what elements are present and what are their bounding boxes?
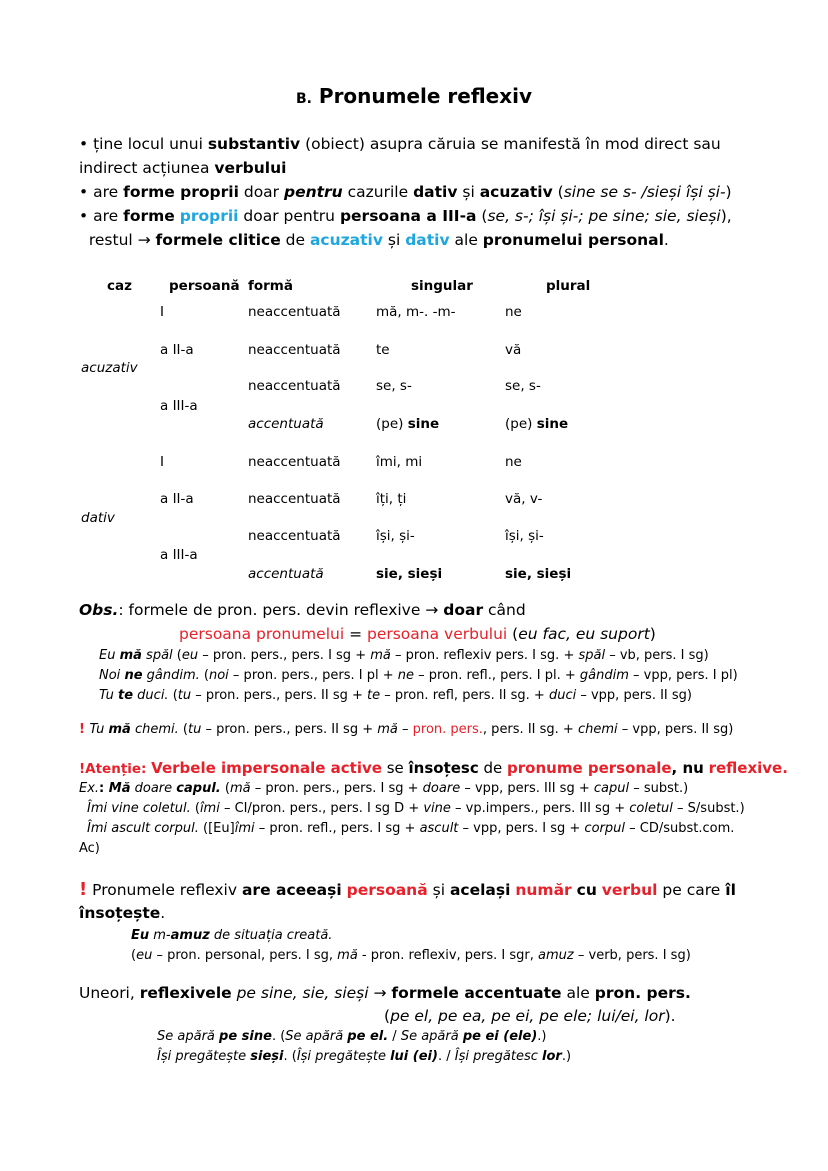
rule-line-2: însoțește. xyxy=(79,904,166,922)
person-cell: I xyxy=(160,304,164,320)
form-cell: neaccentuată xyxy=(248,304,341,320)
final-line-2: (pe el, pe ea, pe ei, pe ele; lui/ei, lor). xyxy=(384,1007,676,1025)
title-text: Pronumele reflexiv xyxy=(318,84,533,108)
intro-line-2: indirect acțiunea verbului xyxy=(79,159,287,177)
plural-cell: ne xyxy=(505,304,522,320)
plural-cell: vă xyxy=(505,342,522,358)
rule-example: Eu m-amuz de situația creată. xyxy=(131,928,333,943)
obs-example: Tu te duci. (tu – pron. pers., pers. II sg + te – pron. refl, pers. II sg. + duci – vpp, pers. II sg) xyxy=(99,688,692,703)
attention-example: Ex.: Mă doare capul. (mă – pron. pers., pers. I sg + doare – vpp, pers. III sg + capul – subst.) xyxy=(79,781,689,796)
header-singular: singular xyxy=(411,278,473,294)
header-persoana: persoană xyxy=(169,278,240,294)
singular-cell: își, și- xyxy=(376,528,415,544)
obs-example: Eu mă spăl (eu – pron. pers., pers. I sg + mă – pron. reflexiv pers. I sg. + spăl – vb, pers. I sg) xyxy=(99,648,709,663)
rule-example: (eu – pron. personal, pers. I sg, mă - pron. reflexiv, pers. I sgr, amuz – verb, pers. I sg) xyxy=(131,948,691,963)
plural-cell: ne xyxy=(505,454,522,470)
intro-line-5: restul → formele clitice de acuzativ și dativ ale pronumelui personal. xyxy=(79,231,669,249)
person-cell: a II-a xyxy=(160,491,194,507)
singular-cell: te xyxy=(376,342,390,358)
form-cell: neaccentuată xyxy=(248,491,341,507)
warning-example: ! Tu mă chemi. (tu – pron. pers., pers. II sg + mă – pron. pers., pers. II sg. + chemi – vpp, pers. II sg) xyxy=(79,722,734,737)
singular-cell: îți, ți xyxy=(376,491,407,507)
intro-line-4: • are forme proprii doar pentru persoana a III-a (se, s-; își și-; pe sine; sie, sieși), xyxy=(79,207,732,225)
obs-line-2: persoana pronumelui = persoana verbului (eu fac, eu suport) xyxy=(179,625,656,643)
person-cell: a II-a xyxy=(160,342,194,358)
singular-cell: (pe) sine xyxy=(376,416,440,432)
attention-example: Îmi ascult corpul. ([Eu]îmi – pron. refl., pers. I sg + ascult – vpp, pers. I sg + corpul – CD/subst.com. xyxy=(87,821,735,836)
obs-line-1: Obs.: formele de pron. pers. devin reflexive → doar când xyxy=(79,601,526,619)
attention-example: Ac) xyxy=(79,841,100,856)
singular-cell: îmi, mi xyxy=(376,454,423,470)
final-example: Își pregătește sieși. (Își pregătește lui (ei). / Își pregătesc lor.) xyxy=(157,1049,572,1064)
plural-cell: (pe) sine xyxy=(505,416,569,432)
form-cell: neaccentuată xyxy=(248,378,341,394)
attention-line: !Atenție: Verbele impersonale active se însoțesc de pronume personale, nu reflexive. xyxy=(79,759,788,777)
plural-cell: își, și- xyxy=(505,528,544,544)
header-forma: formă xyxy=(248,278,293,294)
header-caz: caz xyxy=(107,278,132,294)
obs-example: Noi ne gândim. (noi – pron. pers., pers. I pl + ne – pron. refl., pers. I pl. + gândim – vpp, pers. I pl) xyxy=(99,668,738,683)
intro-line-3: • are forme proprii doar pentru cazurile dativ și acuzativ (sine se s- /sieși își și-) xyxy=(79,183,732,201)
rule-line-1: ! Pronumele reflexiv are aceeași persoană și același număr cu verbul pe care îl xyxy=(79,879,736,900)
final-line-1: Uneori, reflexivele pe sine, sie, sieși → formele accentuate ale pron. pers. xyxy=(79,984,691,1002)
case-acuzativ: acuzativ xyxy=(81,360,138,376)
attention-example: Îmi vine coletul. (îmi – CI/pron. pers., pers. I sg D + vine – vp.impers., pers. III sg + coletul – S/subst.) xyxy=(87,801,745,816)
form-cell: neaccentuată xyxy=(248,454,341,470)
person-cell: a III-a xyxy=(160,398,198,414)
singular-cell: sie, sieși xyxy=(376,566,443,582)
plural-cell: sie, sieși xyxy=(505,566,572,582)
intro-line-1: • ține locul unui substantiv (obiect) asupra căruia se manifestă în mod direct sau xyxy=(79,135,721,153)
case-dativ: dativ xyxy=(81,510,115,526)
person-cell: a III-a xyxy=(160,547,198,563)
header-plural: plural xyxy=(546,278,591,294)
singular-cell: se, s- xyxy=(376,378,412,394)
plural-cell: vă, v- xyxy=(505,491,543,507)
form-cell: accentuată xyxy=(248,416,324,432)
form-cell: neaccentuată xyxy=(248,528,341,544)
title-prefix: B. xyxy=(295,91,312,107)
person-cell: I xyxy=(160,454,164,470)
singular-cell: mă, m-. -m- xyxy=(376,304,456,320)
page-title xyxy=(0,84,828,108)
plural-cell: se, s- xyxy=(505,378,541,394)
final-example: Se apără pe sine. (Se apără pe el. / Se apără pe ei (ele).) xyxy=(157,1029,547,1044)
form-cell: accentuată xyxy=(248,566,324,582)
form-cell: neaccentuată xyxy=(248,342,341,358)
